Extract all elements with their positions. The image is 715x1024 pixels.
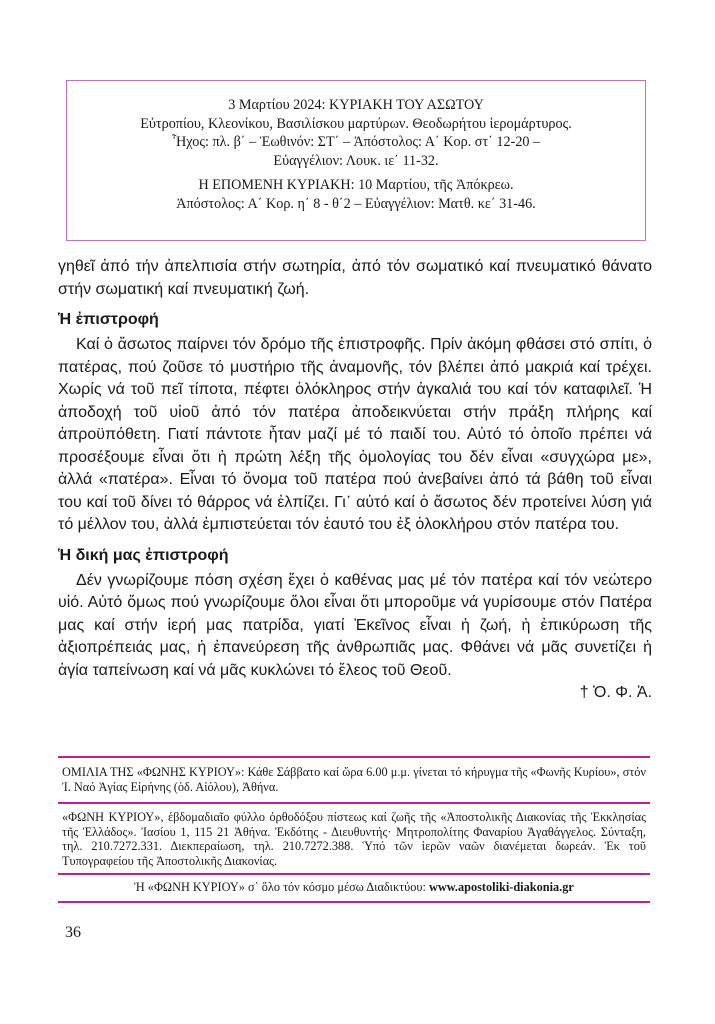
paragraph-our-return: Δέν γνωρίζουμε πόση σχέση ἔχει ὁ καθένας μας μέ τόν πατέρα καί τόν νεώτερο υἱό. Αὐτό ὅμως πού γνωρίζουμε ὅλοι εἶναι ὅτι μποροῦμε νά γυρίσουμε στόν Πατέρα μας καί στήν ἱερή μας πατρίδα, γιατί Ἐκεῖνος εἶναι ἡ ζωή, ἡ ἐπικύρωση τῆς ἀξιοπρέπειάς μας, ἡ ἐπανεύρεση τῆς ἀνθρωπιᾶς μας. Φθάνει νά μᾶς συνετίζει ἡ ἁγία ταπείνωση καί νά μᾶς κυκλώνει τό ἔλεος τοῦ Θεοῦ.	[58, 571, 652, 679]
box-next-readings: Ἀπόστολος: Α΄ Κορ. η΄ 8 - θ΄2 – Εὐαγγέλιον: Ματθ. κε΄ 31-46.	[176, 195, 536, 212]
divider-rule	[58, 901, 650, 903]
heading-our-return: Ἡ δική μας ἐπιστροφή	[58, 546, 229, 564]
liturgical-info-box	[66, 80, 646, 241]
box-next-sunday: Η ΕΠΟΜΕΝΗ ΚΥΡΙΑΚΗ: 10 Μαρτίου, τῆς Ἀπόκρεω.	[198, 177, 514, 193]
page-number: 36	[65, 924, 81, 941]
box-title: 3 Μαρτίου 2024: ΚΥΡΙΑΚΗ ΤΟΥ ΑΣΩΤΟΥ	[228, 97, 484, 113]
publisher-info: «ΦΩΝΗ ΚΥΡΙΟΥ», ἑβδομαδιαῖο φύλλο ὀρθοδόξου πίστεως καί ζωῆς τῆς «Ἀποστολικῆς Διακονίας τῆς Ἐκκλησίας τῆς Ἑλλάδος». Ἰασίου 1, 115 21 Ἀθήνα. Ἐκδότης - Διευθυντής· Μητροπολίτης Φαναρίου Ἀγαθάγγελος. Σύνταξη, τηλ. 210.7272.331. Διεκπεραίωση, τηλ. 210.7272.388. Ὑπό τῶν ἱερῶν ναῶν διανέμεται δωρεάν. Ἐκ τοῦ Τυπογραφείου τῆς Ἀποστολικῆς Διακονίας.	[62, 810, 646, 868]
sermon-notice: ΟΜΙΛΙΑ ΤΗΣ «ΦΩΝΗΣ ΚΥΡΙΟΥ»: Κάθε Σάββατο καί ὥρα 6.00 μ.μ. γίνεται τό κήρυγμα τῆς «Φωνῆς Κυρίου», στόν Ἰ. Ναό Ἁγίας Εἰρήνης (ὁδ. Αἰόλου), Ἀθήνα.	[62, 765, 646, 794]
heading-return: Ἡ ἐπιστροφή	[58, 311, 159, 328]
paragraph-return: Καί ὁ ἄσωτος παίρνει τόν δρόμο τῆς ἐπιστροφῆς. Πρίν ἀκόμη φθάσει στό σπίτι, ὁ πατέρας, πού ζοῦσε τό μυστήριο τῆς ἀναμονῆς, τόν βλέπει ἀπό μακριά καί τρέχει. Χωρίς νά τοῦ πεῖ τίποτα, πέφτει ὁλόκληρος στήν ἀγκαλιά του καί τόν καταφιλεῖ. Ἡ ἀποδοχή τοῦ υἱοῦ ἀπό τόν πατέρα ἀποδεικνύεται στήν πράξη πλήρης καί ἀπροϋπόθετη. Γιατί πάντοτε ἦταν μαζί μέ τό παιδί του. Αὐτό τό ὁποῖο πρέπει νά προσέξουμε εἶναι ὅτι ἡ πρώτη λέξη τῆς ὁμολογίας του δέν εἶναι «συγχώρα με», ἀλλά «πατέρα». Εἶναι τό ὄνομα τοῦ πατέρα πού ἀνεβαίνει ἀπό τά βάθη τοῦ εἶναι του καί τοῦ δίνει τό θάρρος νά ἐλπίζει. Γι᾽ αὐτό καί ὁ ἄσωτος δέν προτείνει λύση γιά τό μέλλον του, ἀλλά ἐμπιστεύεται τόν ἑαυτό του ἐξ ὁλοκλήρου στόν πατέρα του.	[58, 336, 652, 533]
box-saints: Εὐτροπίου, Κλεονίκου, Βασιλίσκου μαρτύρων. Θεοδωρήτου ἱερομάρτυρος.	[140, 115, 572, 132]
divider-rule	[58, 873, 650, 875]
box-gospel: Εὐαγγέλιον: Λουκ. ιε΄ 11-32.	[273, 152, 439, 169]
divider-rule	[58, 756, 650, 758]
web-prefix: Ἡ «ΦΩΝΗ ΚΥΡΙΟΥ» σ᾽ ὅλο τόν κόσμο μέσω Διαδικτύου:	[134, 880, 429, 894]
signature: † Ὁ. Φ. Ἀ.	[579, 684, 652, 701]
article-body	[58, 256, 652, 705]
divider-rule	[58, 802, 650, 804]
website-link[interactable]: www.apostoliki-diakonia.gr	[428, 880, 574, 894]
intro-paragraph: γηθεῖ ἀπό τήν ἀπελπισία στήν σωτηρία, ἀπό τόν σωματικό καί πνευματικό θάνατο στήν σωματική καί πνευματική ζωή.	[58, 258, 652, 298]
box-readings: Ἦχος: πλ. β΄ – Ἑωθινόν: ΣΤ΄ – Ἀπόστολος: Α΄ Κορ. στ΄ 12-20 –	[171, 134, 541, 150]
web-notice	[62, 880, 646, 895]
